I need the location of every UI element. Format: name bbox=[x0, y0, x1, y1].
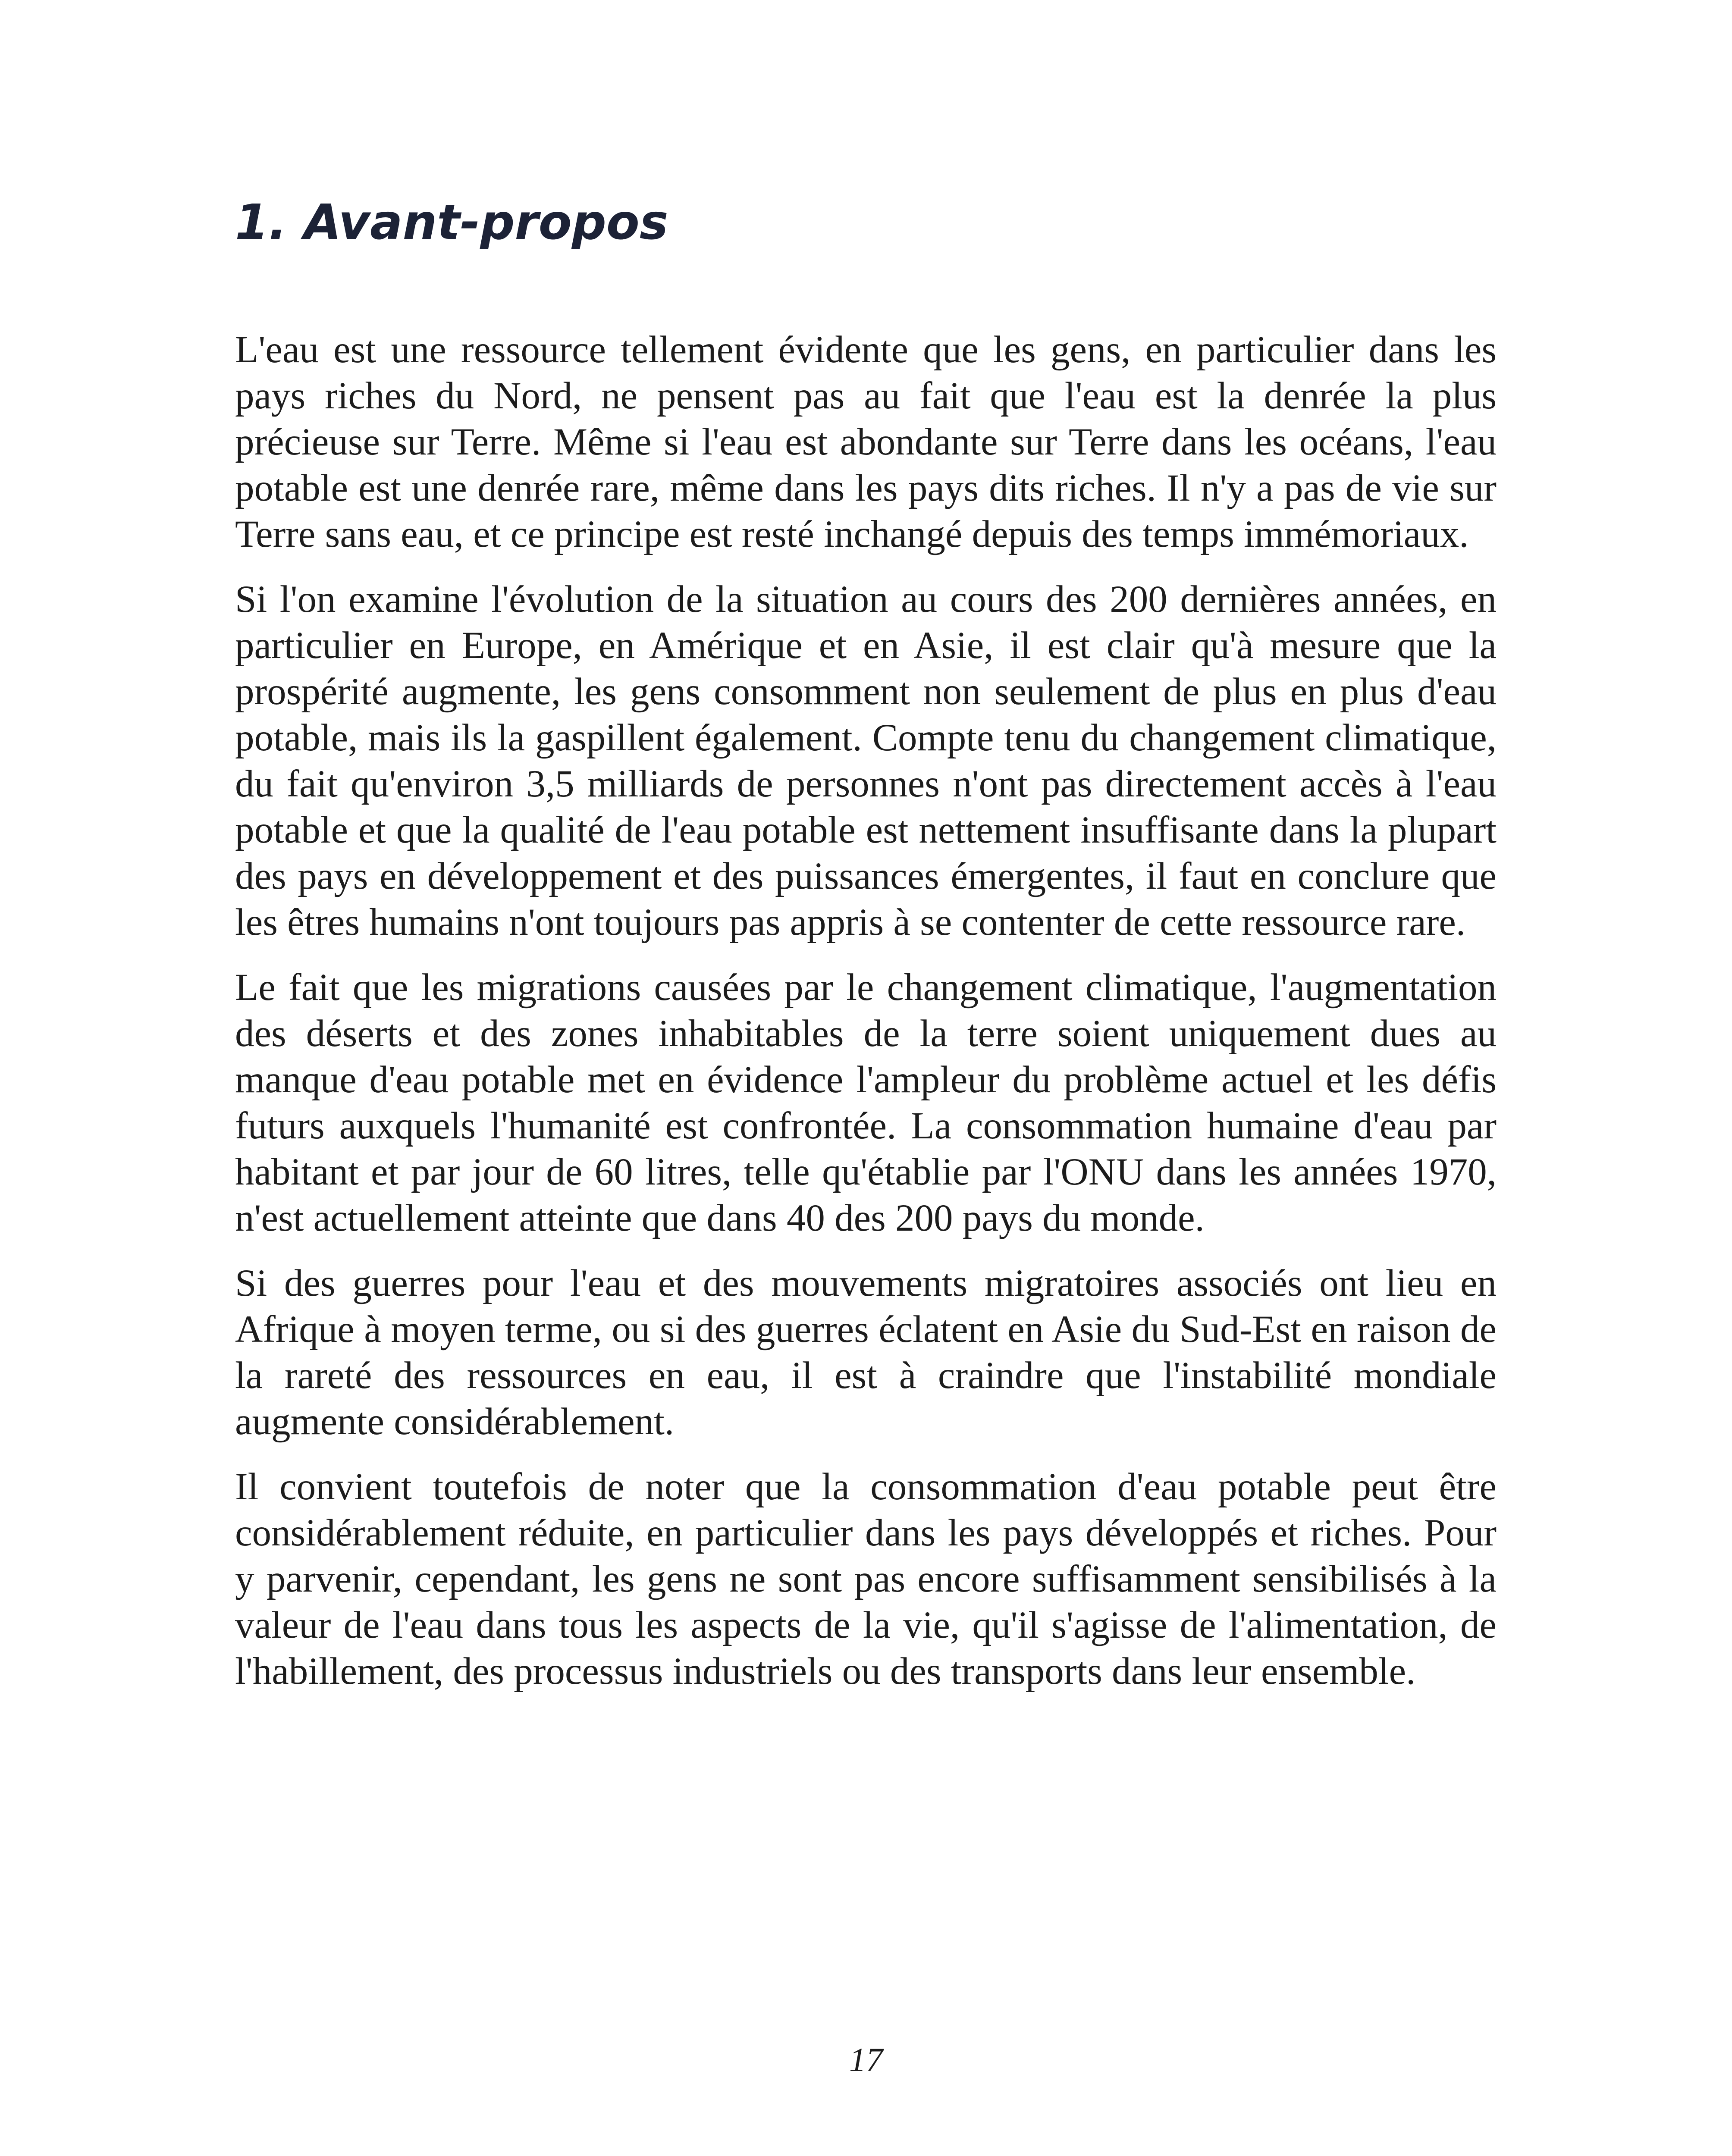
body-text bbox=[235, 327, 1497, 1714]
paragraph-4: Si des guerres pour l'eau et des mouvements migratoires associés ont lieu en Afrique à moyen terme, ou si des guerres éclatent en Asie du Sud-Est en raison de la rareté des ressources en eau, il est à craindre que l'instabilité mondiale augmente considérablement. bbox=[235, 1262, 1497, 1443]
paragraph-5: Il convient toutefois de noter que la consommation d'eau potable peut être considérablement réduite, en particulier dans les pays développés et riches. Pour y parvenir, cependant, les gens ne sont pas encore suffisamment sensibilisés à la valeur de l'eau dans tous les aspects de la vie, qu'il s'agisse de l'alimentation, de l'habillement, des processus industriels ou des transports dans leur ensemble. bbox=[235, 1466, 1497, 1692]
chapter-title: 1. Avant-propos bbox=[235, 194, 668, 251]
paragraph-1: L'eau est une ressource tellement évidente que les gens, en particulier dans les pays riches du Nord, ne pensent pas au fait que l'eau est la denrée la plus précieuse sur Terre. Même si l'eau est abondante sur Terre dans les océans, l'eau potable est une denrée rare, même dans les pays dits riches. Il n'y a pas de vie sur Terre sans eau, et ce principe est resté inchangé depuis des temps immémoriaux. bbox=[235, 329, 1497, 555]
paragraph-2: Si l'on examine l'évolution de la situation au cours des 200 dernières années, en particulier en Europe, en Amérique et en Asie, il est clair qu'à mesure que la prospérité augmente, les gens consomment non seulement de plus en plus d'eau potable, mais ils la gaspillent également. Compte tenu du changement climatique, du fait qu'environ 3,5 milliards de personnes n'ont pas directement accès à l'eau potable et que la qualité de l'eau potable est nettement insuffisante dans la plupart des pays en développement et des puissances émergentes, il faut en conclure que les êtres humains n'ont toujours pas appris à se contenter de cette ressource rare. bbox=[235, 578, 1497, 943]
page-number: 17 bbox=[849, 2041, 883, 2078]
paragraph-3: Le fait que les migrations causées par le changement climatique, l'augmentation des déserts et des zones inhabitables de la terre soient uniquement dues au manque d'eau potable met en évidence l'ampleur du problème actuel et les défis futurs auxquels l'humanité est confrontée. La consommation humaine d'eau par habitant et par jour de 60 litres, telle qu'établie par l'ONU dans les années 1970, n'est actuellement atteinte que dans 40 des 200 pays du monde. bbox=[235, 966, 1497, 1239]
